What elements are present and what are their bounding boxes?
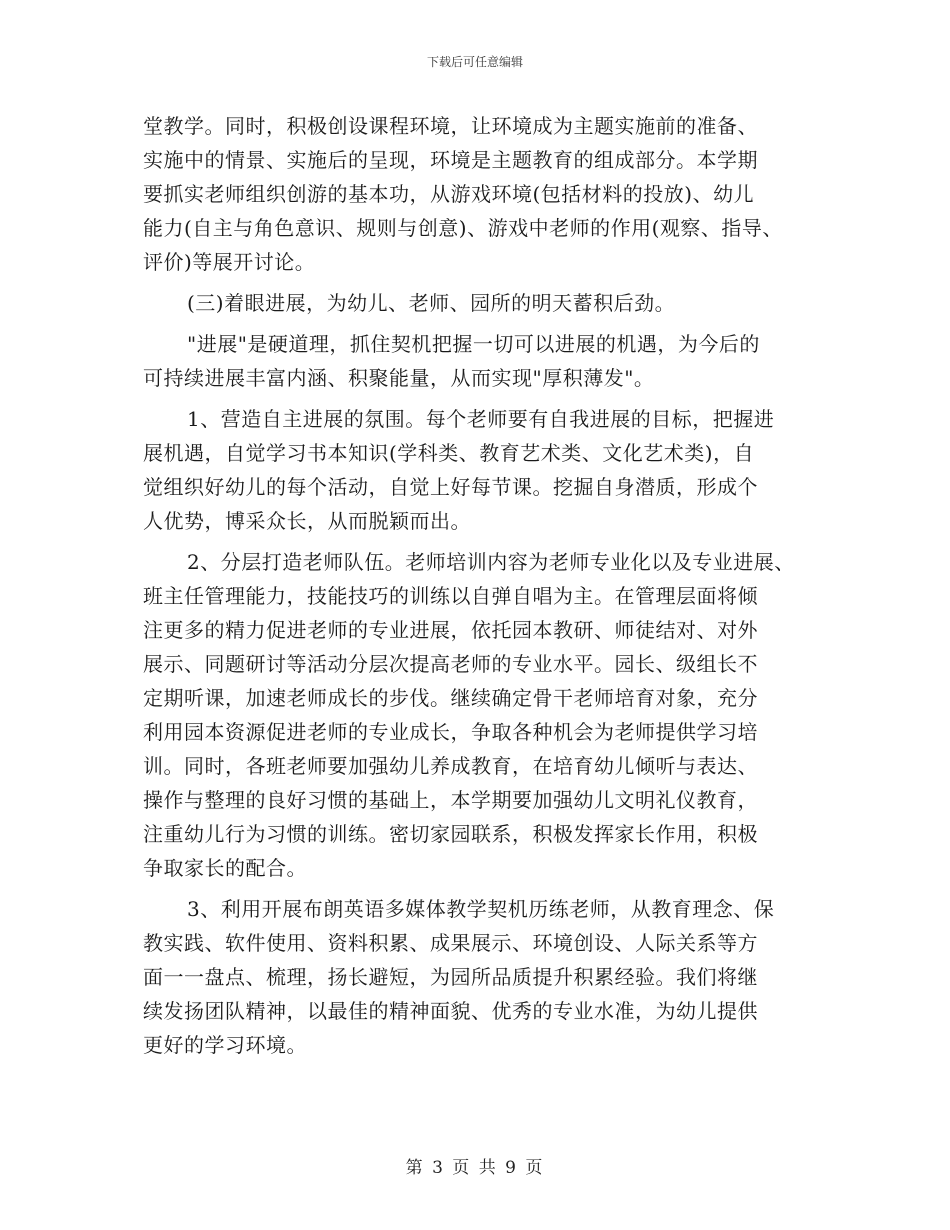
text-line: 评价)等展开讨论。 <box>143 250 316 274</box>
text-line: 人优势，博采众长，从而脱颖而出。 <box>143 509 471 533</box>
paragraph <box>143 545 823 885</box>
text-line: 展机遇，自觉学习书本知识(学科类、教育艺术类、文化艺术类)，自 <box>143 441 755 465</box>
text-line: 争取家长的配合。 <box>143 856 307 880</box>
text-line: 训。同时，各班老师要加强幼儿养成教育，在培育幼儿倾听与表达、 <box>143 754 758 778</box>
text-line: 1、营造自主进展的氛围。每个老师要有自我进展的目标，把握进 <box>187 407 775 431</box>
text-line: 更好的学习环境。 <box>143 1033 307 1057</box>
paragraph <box>143 892 823 1062</box>
text-line: 觉组织好幼儿的每个活动，自觉上好每节课。挖掘自身潜质，形成个 <box>143 475 758 499</box>
text-line: 展示、同题研讨等活动分层次提高老师的专业水平。园长、级组长不 <box>143 652 758 676</box>
paragraph <box>143 109 823 279</box>
document-body <box>143 109 823 1062</box>
text-line: 面一一盘点、梳理，扬长避短，为园所品质提升积累经验。我们将继 <box>143 965 758 989</box>
text-line: "进展"是硬道理，抓住契机把握一切可以进展的机遇，为今后的 <box>187 332 760 356</box>
paragraph <box>143 402 823 538</box>
page-header: 下载后可任意编辑 <box>426 55 523 69</box>
text-line: 续发扬团队精神，以最佳的精神面貌、优秀的专业水准，为幼儿提供 <box>143 999 758 1023</box>
text-line: 教实践、软件使用、资料积累、成果展示、环境创设、人际关系等方 <box>143 931 758 955</box>
text-line: 堂教学。同时，积极创设课程环境，让环境成为主题实施前的准备、 <box>143 114 758 138</box>
text-line: 定期听课，加速老师成长的步伐。继续确定骨干老师培育对象，充分 <box>143 686 758 710</box>
text-line: 可持续进展丰富内涵、积聚能量，从而实现"厚积薄发"。 <box>143 366 655 390</box>
text-line: 能力(自主与角色意识、规则与创意)、游戏中老师的作用(观察、指导、 <box>143 216 783 240</box>
text-line: 要抓实老师组织创游的基本功，从游戏环境(包括材料的投放)、幼儿 <box>143 182 755 206</box>
page-number: 第 3 页 共 9 页 <box>405 1158 545 1178</box>
text-line: 2、分层打造老师队伍。老师培训内容为老师专业化以及专业进展、 <box>187 550 795 574</box>
text-line: 3、利用开展布朗英语多媒体教学契机历练老师，从教育理念、保 <box>187 897 775 921</box>
text-line: 班主任管理能力，技能技巧的训练以自弹自唱为主。在管理层面将倾 <box>143 584 758 608</box>
text-line: 操作与整理的良好习惯的基础上，本学期要加强幼儿文明礼仪教育， <box>143 788 758 812</box>
text-line: (三)着眼进展，为幼儿、老师、园所的明天蓄积后劲。 <box>187 291 676 315</box>
text-line: 注重幼儿行为习惯的训练。密切家园联系，积极发挥家长作用，积极 <box>143 822 758 846</box>
text-line: 实施中的情景、实施后的呈现，环境是主题教育的组成部分。本学期 <box>143 148 758 172</box>
paragraph <box>143 327 823 395</box>
section-heading <box>143 286 823 320</box>
text-line: 利用园本资源促进老师的专业成长，争取各种机会为老师提供学习培 <box>143 720 758 744</box>
text-line: 注更多的精力促进老师的专业进展，依托园本教研、师徒结对、对外 <box>143 618 758 642</box>
